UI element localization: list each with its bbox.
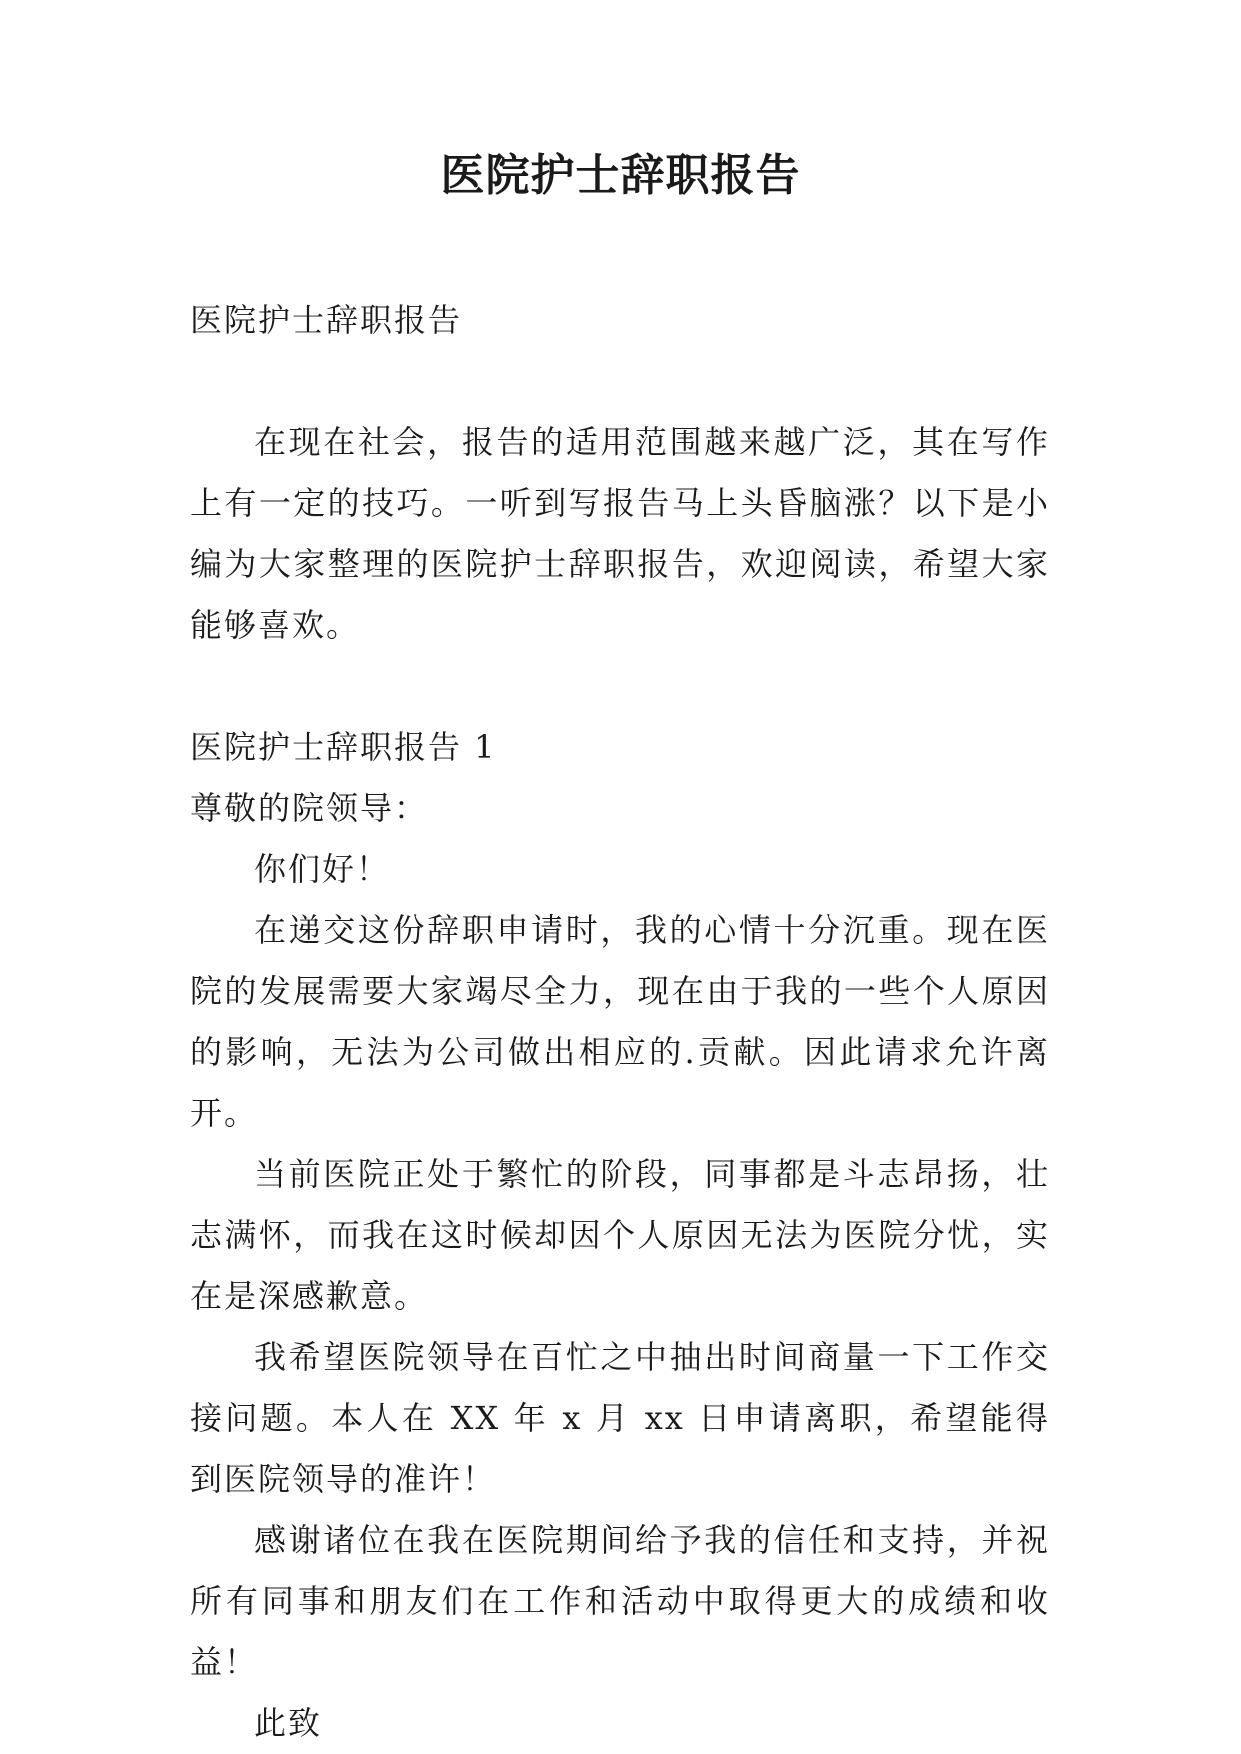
body-paragraph: 在递交这份辞职申请时，我的心情十分沉重。现在医院的发展需要大家竭尽全力，现在由于我的一些个人原因的影响，无法为公司做出相应的.贡献。因此请求允许离开。 — [190, 911, 1050, 1132]
document-subtitle: 医院护士辞职报告 — [190, 301, 463, 339]
section-heading: 医院护士辞职报告 1 — [190, 728, 497, 766]
salutation: 尊敬的院领导： — [190, 789, 429, 827]
document-body — [190, 290, 1050, 1754]
body-paragraph: 感谢诸位在我在医院期间给予我的信任和支持，并祝所有同事和朋友们在工作和活动中取得更大的成绩和收益！ — [190, 1521, 1050, 1681]
greeting: 你们好！ — [254, 850, 391, 888]
closing: 此致 — [254, 1704, 323, 1742]
body-paragraph: 当前医院正处于繁忙的阶段，同事都是斗志昂扬，壮志满怀，而我在这时候却因个人原因无法为医院分忧，实在是深感歉意。 — [190, 1155, 1050, 1315]
body-paragraph: 我希望医院领导在百忙之中抽出时间商量一下工作交接问题。本人在 XX 年 x 月 xx 日申请离职，希望能得到医院领导的准许！ — [190, 1338, 1050, 1498]
document-title: 医院护士辞职报告 — [440, 150, 801, 201]
intro-paragraph: 在现在社会，报告的适用范围越来越广泛，其在写作上有一定的技巧。一听到写报告马上头昏脑涨？以下是小编为大家整理的医院护士辞职报告，欢迎阅读，希望大家能够喜欢。 — [190, 423, 1050, 644]
